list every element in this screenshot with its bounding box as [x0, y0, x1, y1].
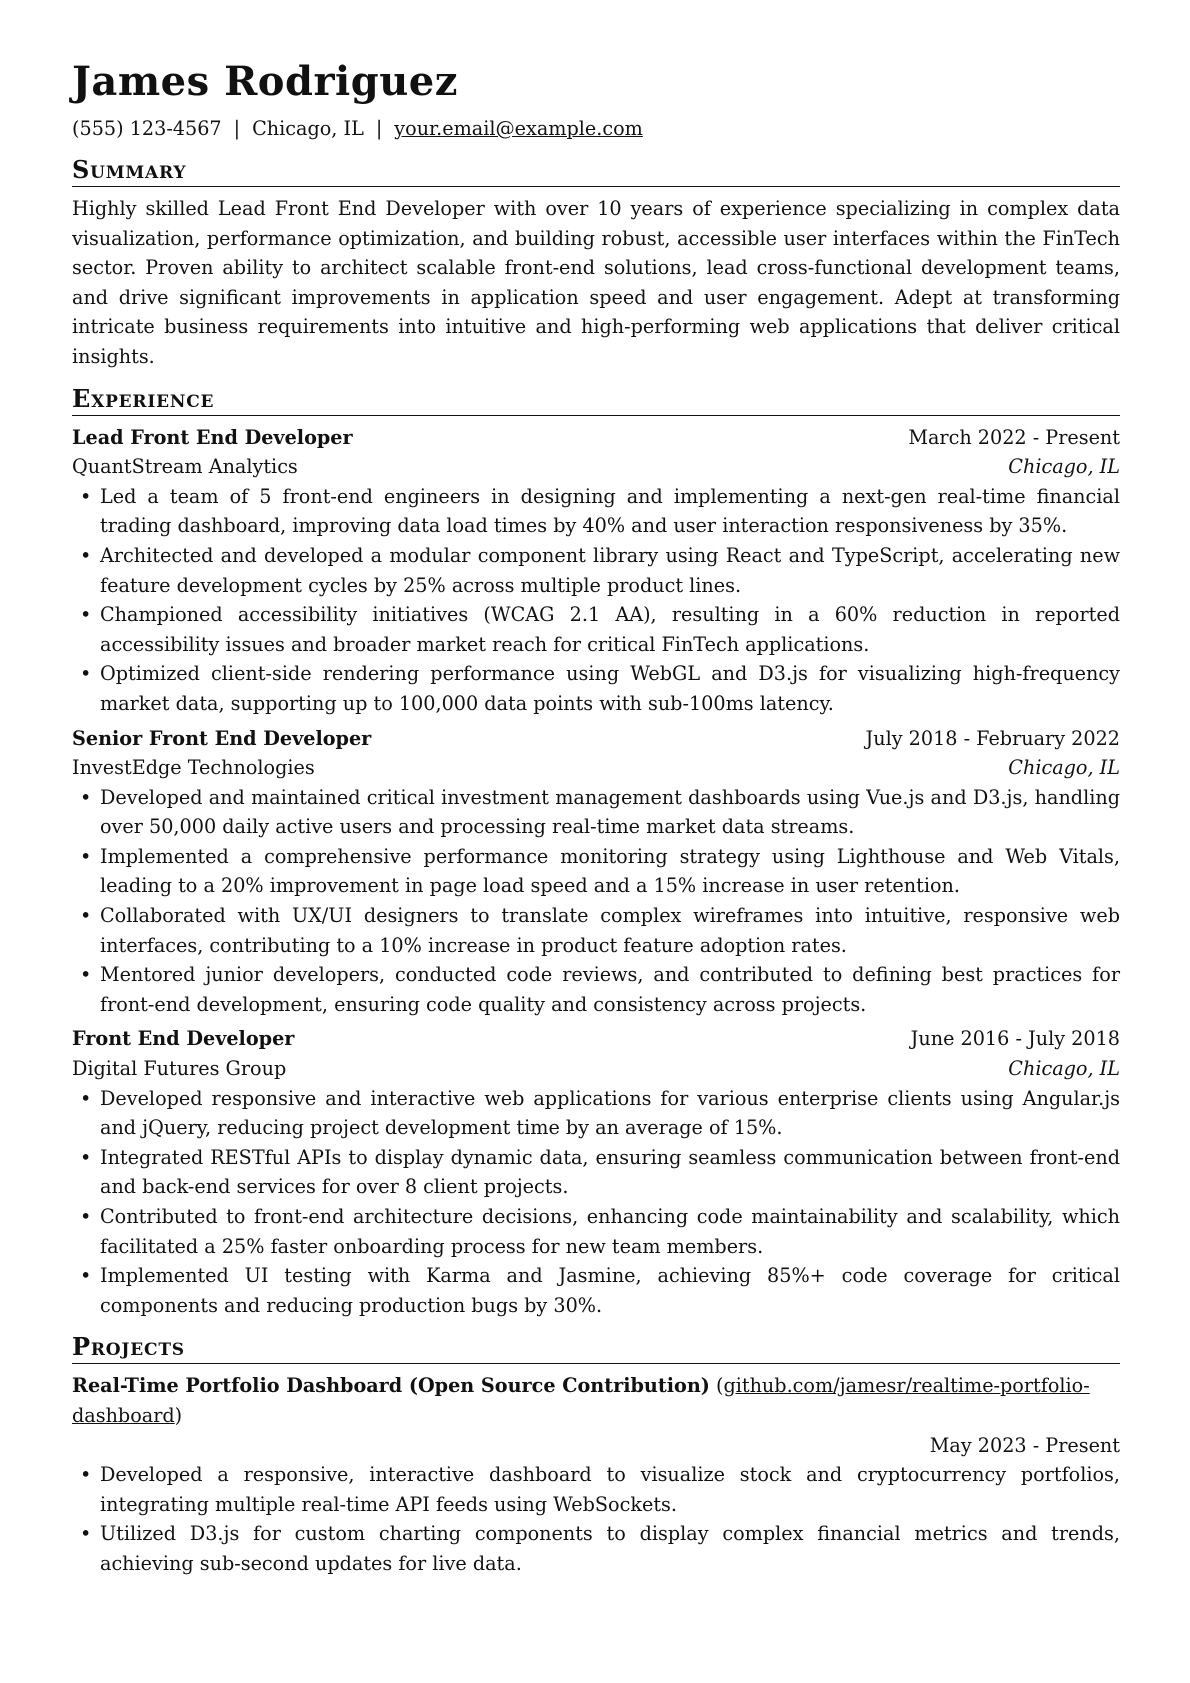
company-name: QuantStream Analytics [72, 455, 298, 479]
company-name: Digital Futures Group [72, 1057, 287, 1081]
bullet-item: • Architected and developed a modular component library using React and TypeScript, accelerating new feature development cycles by 25% across multiple product lines. [72, 541, 1120, 600]
project-link[interactable]: github.com/jamesr/realtime-portfolio-dashboard [72, 1374, 1090, 1427]
projects-section [72, 1332, 1120, 1578]
bullet-item: • Utilized D3.js for custom charting components to display complex financial metrics and trends, achieving sub-second updates for live data. [72, 1519, 1120, 1578]
project-entry [72, 1371, 1120, 1578]
candidate-name: James Rodriguez [72, 58, 458, 105]
project-dates: May 2023 - Present [929, 1433, 1120, 1457]
job-dates: March 2022 - Present [908, 425, 1120, 449]
bullet-item: • Contributed to front-end architecture decisions, enhancing code maintainability and scalability, which facilitated a 25% faster onboarding process for new team members. [72, 1202, 1120, 1261]
job-entry [72, 423, 1120, 719]
project-heading: Real-Time Portfolio Dashboard (Open Source Contribution) (github.com/jamesr/realtime-portfolio-dashboard) [72, 1374, 1090, 1427]
company-name: InvestEdge Technologies [72, 756, 315, 780]
email-link[interactable]: your.email@example.com [394, 117, 643, 140]
bullet-item: • Implemented a comprehensive performance monitoring strategy using Lighthouse and Web Vitals, leading to a 20% improvement in page load speed and a 15% increase in user retention. [72, 842, 1120, 901]
resume-page [72, 58, 1120, 1579]
bullet-item: • Developed and maintained critical investment management dashboards using Vue.js and D3.js, handling over 50,000 daily active users and processing real-time market data streams. [72, 783, 1120, 842]
job-dates: June 2016 - July 2018 [910, 1027, 1120, 1051]
job-dates: July 2018 - February 2022 [865, 726, 1120, 750]
job-title: Senior Front End Developer [72, 726, 372, 750]
project-bullets [72, 1460, 1120, 1578]
job-entry [72, 1024, 1120, 1320]
experience-section [72, 384, 1120, 1321]
phone-number: (555) 123-4567 [72, 117, 222, 140]
bullet-item: • Championed accessibility initiatives (WCAG 2.1 AA), resulting in a 60% reduction in reported accessibility issues and broader market reach for critical FinTech applications. [72, 600, 1120, 659]
bullet-item: • Integrated RESTful APIs to display dynamic data, ensuring seamless communication between front-end and back-end services for over 8 client projects. [72, 1143, 1120, 1202]
job-location: Chicago, IL [1008, 1057, 1120, 1081]
summary-section [72, 155, 1120, 372]
job-bullets [72, 482, 1120, 719]
summary-text: Highly skilled Lead Front End Developer with over 10 years of experience specializing in complex data visualization, performance optimization, and building robust, accessible user interfaces within the FinTech sector. Proven ability to architect scalable front-end solutions, lead cross-functional development teams, and drive significant improvements in application speed and user engagement. Adept at transforming intricate business requirements into intuitive and high-performing web applications that deliver critical insights. [72, 197, 1120, 368]
section-title-summary: Summary [72, 155, 1120, 187]
bullet-item: • Developed a responsive, interactive dashboard to visualize stock and cryptocurrency portfolios, integrating multiple real-time API feeds using WebSockets. [72, 1460, 1120, 1519]
section-title-projects: Projects [72, 1332, 1120, 1364]
project-title: Real-Time Portfolio Dashboard (Open Source Contribution) [72, 1374, 710, 1398]
job-bullets [72, 1084, 1120, 1321]
contact-separator: | [375, 117, 383, 140]
job-title: Lead Front End Developer [72, 425, 353, 449]
contact-line [72, 114, 1120, 143]
contact-separator: | [233, 117, 241, 140]
job-bullets [72, 783, 1120, 1020]
bullet-item: • Developed responsive and interactive web applications for various enterprise clients using Angular.js and jQuery, reducing project development time by an average of 15%. [72, 1084, 1120, 1143]
resume-header [72, 58, 1120, 143]
job-title: Front End Developer [72, 1027, 295, 1051]
bullet-item: • Mentored junior developers, conducted code reviews, and contributed to defining best practices for front-end development, ensuring code quality and consistency across projects. [72, 960, 1120, 1019]
bullet-item: • Implemented UI testing with Karma and Jasmine, achieving 85%+ code coverage for critical components and reducing production bugs by 30%. [72, 1261, 1120, 1320]
bullet-item: • Optimized client-side rendering performance using WebGL and D3.js for visualizing high-frequency market data, supporting up to 100,000 data points with sub-100ms latency. [72, 659, 1120, 718]
job-location: Chicago, IL [1008, 455, 1120, 479]
bullet-item: • Collaborated with UX/UI designers to translate complex wireframes into intuitive, responsive web interfaces, contributing to a 10% increase in product feature adoption rates. [72, 901, 1120, 960]
job-entry [72, 724, 1120, 1020]
bullet-item: • Led a team of 5 front-end engineers in designing and implementing a next-gen real-time financial trading dashboard, improving data load times by 40% and user interaction responsiveness by 35%. [72, 482, 1120, 541]
location: Chicago, IL [252, 117, 364, 140]
job-location: Chicago, IL [1008, 756, 1120, 780]
section-title-experience: Experience [72, 384, 1120, 416]
